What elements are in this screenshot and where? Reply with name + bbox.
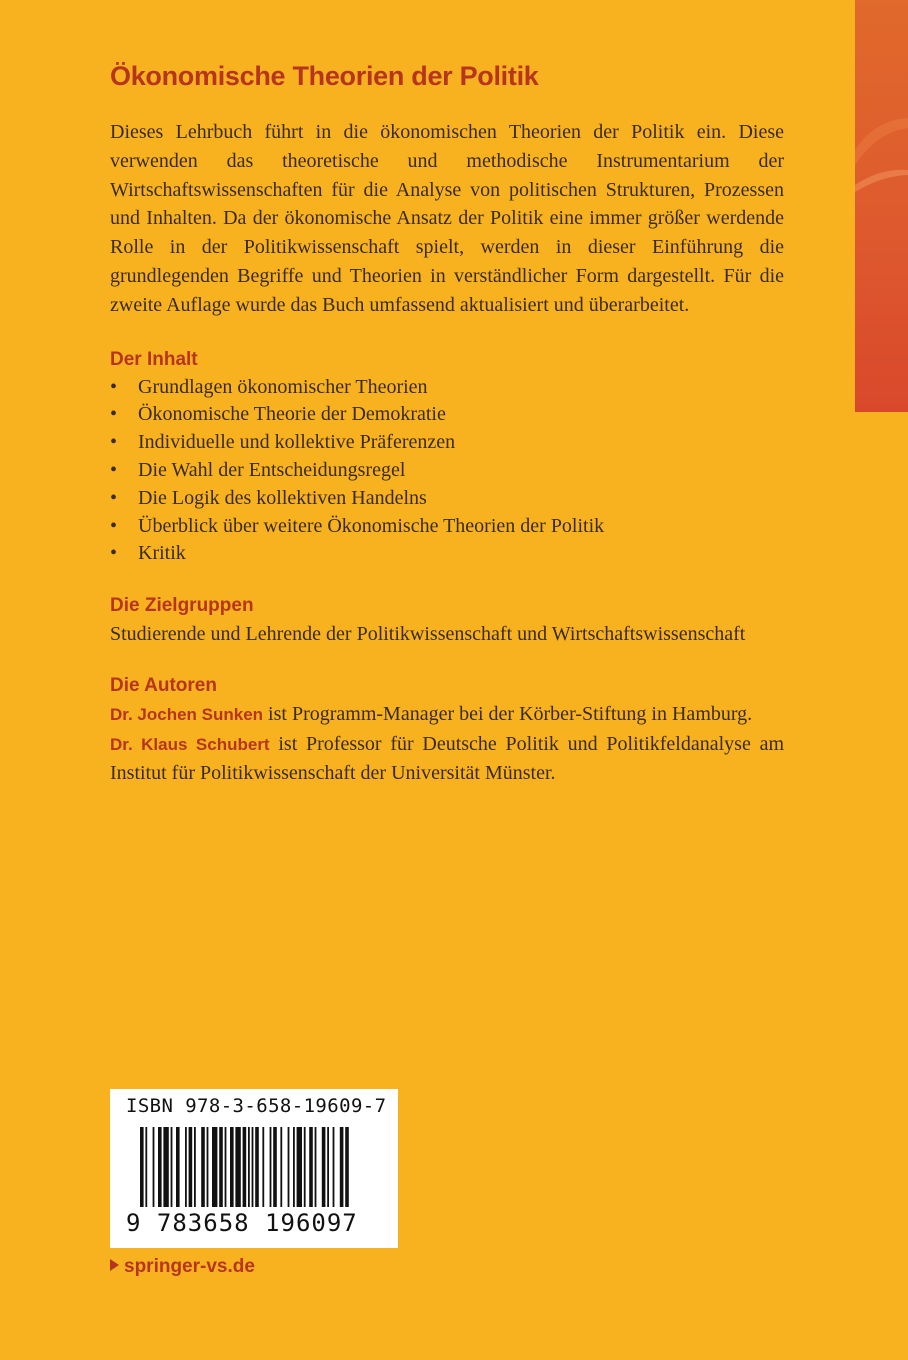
swoosh-decoration	[855, 0, 908, 412]
bullet-icon: •	[110, 431, 118, 454]
back-cover-content	[110, 56, 784, 787]
list-item: • Ökonomische Theorie der Demokratie	[110, 401, 784, 429]
barcode-bar	[243, 1127, 247, 1213]
barcode-bar	[309, 1127, 313, 1213]
bullet-icon: •	[110, 375, 118, 398]
list-item: • Die Logik des kollektiven Handelns	[110, 485, 784, 513]
bullet-icon: •	[110, 542, 118, 565]
barcode-bar	[280, 1127, 282, 1213]
publisher-website[interactable]	[110, 1254, 255, 1280]
bullet-icon: •	[110, 514, 118, 537]
barcode-bar	[293, 1127, 295, 1213]
barcode-bar	[201, 1127, 205, 1213]
barcode-bar	[270, 1127, 272, 1213]
barcode-bar	[225, 1127, 227, 1213]
barcode-bar	[185, 1127, 187, 1213]
author-bio-sunken	[110, 700, 784, 729]
isbn-barcode	[110, 1089, 398, 1248]
barcode-bar	[163, 1127, 168, 1213]
inhalt-heading: Der Inhalt	[110, 348, 198, 370]
barcode-bar	[219, 1127, 223, 1213]
list-item: • Überblick über weitere Ökonomische Theorien der Politik	[110, 513, 784, 541]
barcode-bar	[273, 1127, 277, 1213]
barcode-bar	[207, 1127, 209, 1213]
section-zielgruppen	[110, 592, 784, 648]
list-item: • Die Wahl der Entscheidungsregel	[110, 457, 784, 485]
barcode-bar	[262, 1127, 264, 1213]
isbn-label: ISBN 978-3-658-19609-7	[126, 1095, 387, 1117]
barcode-bar	[176, 1127, 180, 1213]
website-link[interactable]: springer-vs.de	[124, 1256, 255, 1277]
barcode-bar	[189, 1127, 193, 1213]
author-name: Dr. Klaus Schubert	[110, 734, 270, 754]
barcode-bar	[252, 1127, 254, 1213]
autoren-heading: Die Autoren	[110, 675, 217, 697]
barcode-bar	[340, 1127, 344, 1213]
barcode-bar	[315, 1127, 317, 1213]
list-item: • Grundlagen ökonomischer Theorien	[110, 374, 784, 402]
list-item: • Individuelle und kollektive Präferenzen	[110, 429, 784, 457]
intro-paragraph: Dieses Lehrbuch führt in die ökonomischen Theorien der Politik ein. Diese verwenden das theoretische und methodische Instrumentarium der Wirtschaftswissenschaften für die Analyse von politischen Strukturen, Prozessen und Inhalten. Da der ökonomische Ansatz der Politik eine immer größer werdende Rolle in der Politikwissenschaft spielt, werden in dieser Einführung die grundlegenden Begriffe und Theorien in verständlicher Form dargestellt. Für die zweite Auflage wurde das Buch umfassend aktualisiert und überarbeitet.	[110, 121, 784, 316]
barcode-bar	[194, 1127, 196, 1213]
barcode-bar	[171, 1127, 173, 1213]
barcode-bar	[288, 1127, 290, 1213]
barcode-bar	[322, 1127, 326, 1213]
bullet-icon: •	[110, 486, 118, 509]
barcode-digits: 9 783658 196097	[122, 1207, 396, 1239]
barcode-bar	[230, 1127, 234, 1213]
barcode-bar	[140, 1127, 144, 1213]
inhalt-list	[110, 374, 784, 569]
barcode-bar	[212, 1127, 217, 1213]
barcode-bar	[145, 1127, 147, 1213]
triangle-right-icon	[110, 1259, 119, 1271]
barcode-bar	[235, 1127, 240, 1213]
barcode-bar	[327, 1127, 329, 1213]
section-inhalt	[110, 346, 784, 569]
accent-bar	[855, 0, 908, 412]
bullet-icon: •	[110, 458, 118, 481]
zielgruppen-heading: Die Zielgruppen	[110, 595, 254, 617]
barcode-bar	[297, 1127, 302, 1213]
author-description: ist Programm-Manager bei der Körber-Stiftung in Hamburg.	[268, 703, 753, 726]
barcode-bar	[158, 1127, 162, 1213]
barcode-bar	[248, 1127, 250, 1213]
book-title: Ökonomische Theorien der Politik	[110, 61, 539, 91]
list-item: • Kritik	[110, 540, 784, 568]
barcode-bar	[255, 1127, 259, 1213]
section-autoren	[110, 672, 784, 787]
barcode-bar	[333, 1127, 335, 1213]
author-description: ist Professor für Deutsche Politik und Politikfeldanalyse am Institut für Politikwissenschaft der Universität Münster.	[110, 732, 785, 784]
barcode-bar	[304, 1127, 306, 1213]
zielgruppen-text: Studierende und Lehrende der Politikwissenschaft und Wirtschaftswissenschaft	[110, 623, 746, 646]
barcode-bar	[153, 1127, 155, 1213]
bullet-icon: •	[110, 403, 118, 426]
author-name: Dr. Jochen Sunken	[110, 705, 264, 725]
author-bio-schubert	[110, 730, 784, 788]
barcode-bar	[345, 1127, 349, 1213]
